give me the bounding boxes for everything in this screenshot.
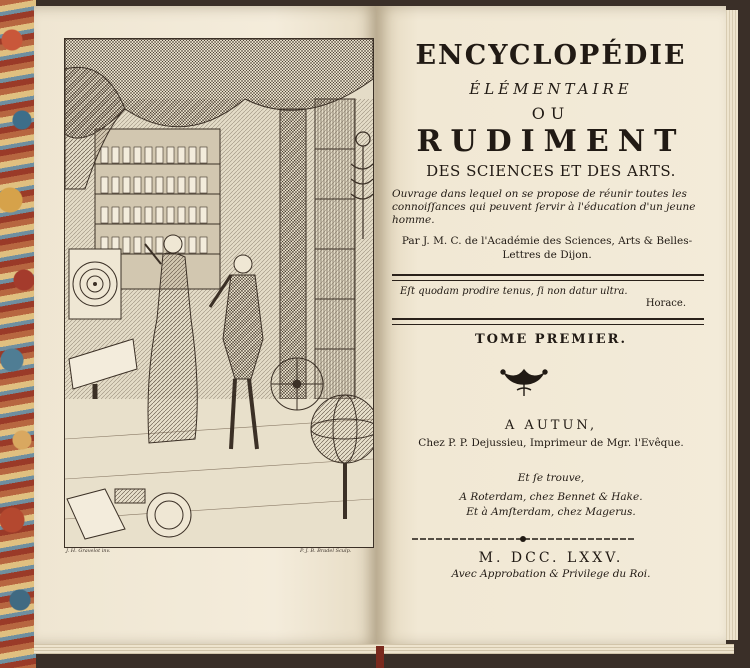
page-edge [726, 10, 738, 640]
subtitle: ÉLÉMENTAIRE [469, 80, 633, 98]
bookshelf [315, 99, 355, 399]
engraving-credit-left: J. H. Gravelot inv. [66, 548, 111, 554]
double-rule-bottom [392, 318, 704, 325]
amsterdam-line: Et à Amſterdam, chez Magerus. [466, 506, 636, 518]
distributors [376, 490, 726, 520]
motto-author: Horace. [645, 298, 686, 309]
frontispiece-engraving [64, 38, 374, 548]
target-board [69, 249, 121, 319]
title: ENCYCLOPÉDIE [415, 40, 687, 71]
motto-block [400, 286, 696, 310]
marbled-endpaper [0, 0, 36, 668]
engraving-credit-right: P. J. B. Bradel Sculp. [300, 548, 352, 554]
printer: Chez P. P. Dejussieu, Imprimeur de Mgr. l'Evêque. [418, 437, 684, 449]
bookmark-ribbon [376, 646, 384, 668]
sciences-line: DES SCIENCES ET DES ARTS. [426, 162, 676, 180]
connector: OU [531, 104, 571, 123]
also-found: Et ſe trouve, [517, 472, 585, 484]
double-rule-top [392, 274, 704, 281]
page-bottom-edge [34, 644, 734, 654]
decorative-rule [412, 535, 634, 543]
fleuron-ornament [497, 364, 551, 400]
year: M. DCC. LXXV. [478, 550, 624, 566]
motto: Eſt quodam prodire tenus, ſi non datur ultra. [400, 286, 628, 297]
wheel [271, 358, 323, 410]
rotterdam-line: A Roterdam, chez Bennet & Hake. [459, 491, 643, 503]
volume: TOME PREMIER. [474, 332, 628, 347]
main-title: RUDIMENT [416, 124, 686, 159]
place: A AUTUN, [504, 418, 598, 433]
engraving-illustration [65, 39, 373, 547]
description: Ouvrage dans lequel on se propose de réunir toutes les connoiſſances qui peuvent ſervir à l'éducation d'un jeune homme. [392, 188, 696, 226]
privilege: Avec Approbation & Privilege du Roi. [451, 568, 651, 580]
author-line: Par J. M. C. de l'Académie des Sciences, Arts & Belles-Lettres de Dijon. [401, 235, 693, 261]
